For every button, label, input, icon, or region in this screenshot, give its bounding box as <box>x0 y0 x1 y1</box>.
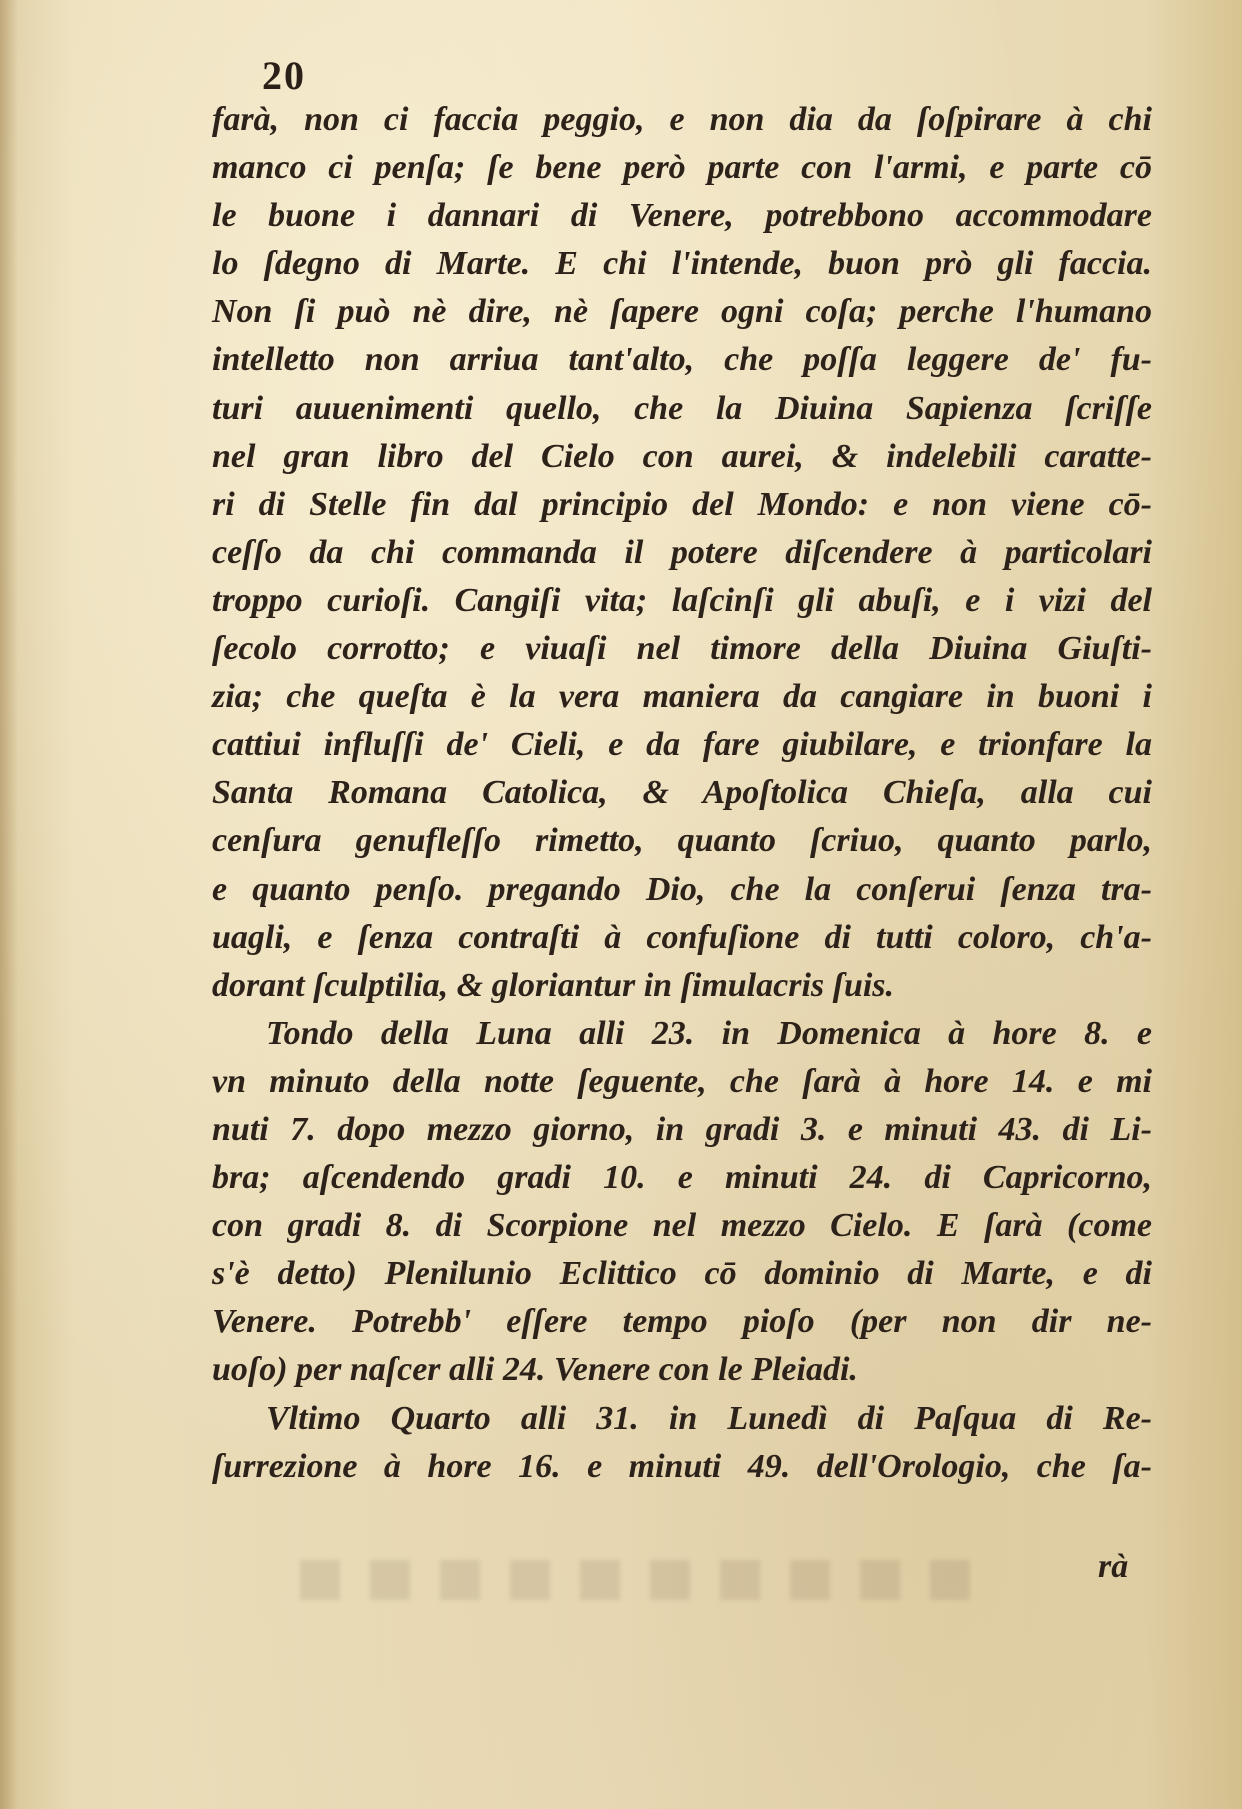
text-line: bra; aſcendendo gradi 10. e minuti 24. di Capricorno, <box>212 1159 1152 1197</box>
text-line: Tondo della Luna alli 23. in Domenica à hore 8. e <box>266 1014 1152 1052</box>
page-edge-shadow <box>0 0 18 1809</box>
text-line: ri di Stelle fin dal principio del Mondo: e non viene cō- <box>212 485 1152 523</box>
text-line: farà, non ci faccia peggio, e non dia da ſoſpirare à chi <box>212 101 1152 138</box>
text-line: e quanto penſo. pregando Dio, che la conſerui ſenza tra- <box>212 870 1152 908</box>
text-line: ſecolo corrotto; e viuaſi nel timore della Diuina Giuſti- <box>212 630 1152 668</box>
text-line: vn minuto della notte ſeguente, che ſarà à hore 14. e mi <box>212 1062 1152 1100</box>
text-line: manco ci penſa; ſe bene però parte con l'armi, e parte cō <box>212 149 1152 187</box>
text-line: lo ſdegno di Marte. E chi l'intende, buon prò gli faccia. <box>212 245 1152 283</box>
text-line: ſurrezione à hore 16. e minuti 49. dell'Orologio, che ſa- <box>212 1447 1152 1485</box>
text-line: Non ſi può nè dire, nè ſapere ogni coſa; perche l'humano <box>212 293 1152 331</box>
ink-show-through <box>300 1560 980 1600</box>
text-line: Venere. Potrebb' eſſere tempo pioſo (per non dir ne- <box>212 1303 1152 1341</box>
text-line: con gradi 8. di Scorpione nel mezzo Cielo. E ſarà (come <box>212 1207 1152 1245</box>
text-line: nel gran libro del Cielo con aurei, & indelebili caratte- <box>212 437 1152 475</box>
text-line: intelletto non arriua tant'alto, che poſſa leggere de' fu- <box>212 341 1152 379</box>
text-line: le buone i dannari di Venere, potrebbono accommodare <box>212 197 1152 235</box>
page-number: 20 <box>262 53 306 98</box>
text-line: cattiui influſſi de' Cieli, e da fare giubilare, e trionfare la <box>212 726 1152 764</box>
text-line: troppo curioſi. Cangiſi vita; laſcinſi gli abuſi, e i vizi del <box>212 581 1152 619</box>
text-line: turi auuenimenti quello, che la Diuina Sapienza ſcriſſe <box>212 389 1152 427</box>
text-line: uagli, e ſenza contraſti à confuſione di tutti coloro, ch'a- <box>212 918 1152 956</box>
text-line: dorant ſculptilia, & gloriantur in ſimulacris ſuis. <box>212 966 895 1004</box>
body-text <box>212 96 1152 1491</box>
text-line: s'è detto) Plenilunio Eclittico cō dominio di Marte, e di <box>212 1255 1152 1293</box>
catchword: rà <box>1098 1548 1129 1585</box>
text-line: nuti 7. dopo mezzo giorno, in gradi 3. e minuti 43. di Li- <box>212 1110 1152 1148</box>
text-line: zia; che queſta è la vera maniera da cangiare in buoni i <box>212 678 1152 716</box>
text-line: cenſura genufleſſo rimetto, quanto ſcriuo, quanto parlo, <box>212 822 1152 860</box>
text-line: ceſſo da chi commanda il potere diſcendere à particolari <box>212 533 1152 571</box>
text-line: Vltimo Quarto alli 31. in Lunedì di Paſqua di Re- <box>266 1399 1152 1437</box>
text-line: uoſo) per naſcer alli 24. Venere con le Pleiadi. <box>212 1351 858 1389</box>
text-line: Santa Romana Catolica, & Apoſtolica Chieſa, alla cui <box>212 774 1152 812</box>
